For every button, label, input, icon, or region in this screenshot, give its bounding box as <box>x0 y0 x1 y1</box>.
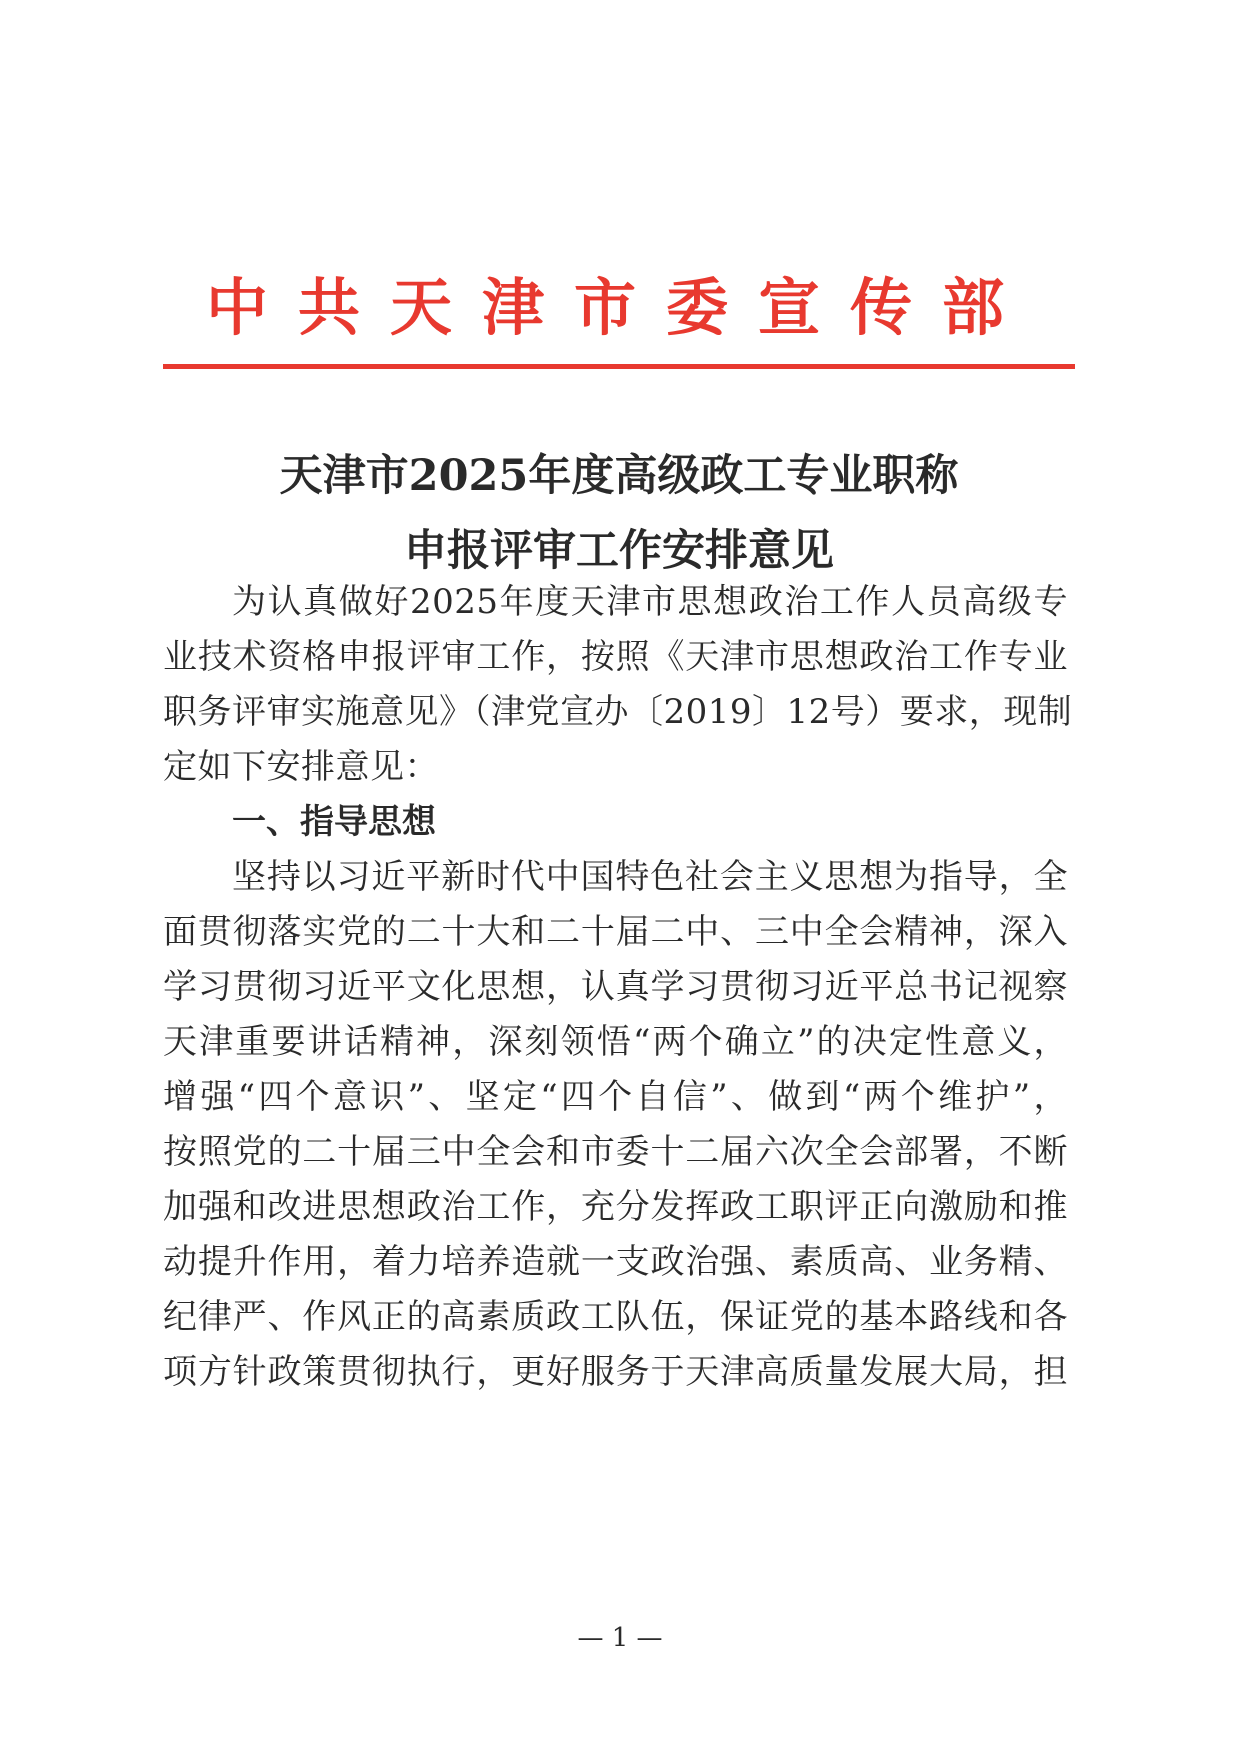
body-line: 项方针政策贯彻执行，更好服务于天津高质量发展大局，担 <box>163 1352 1068 1392</box>
body-line: 按照党的二十届三中全会和市委十二届六次全会部署，不断 <box>163 1132 1068 1172</box>
document-title-line-2: 申报评审工作安排意见 <box>404 526 834 576</box>
body-line: 学习贯彻习近平文化思想，认真学习贯彻习近平总书记视察 <box>163 967 1068 1007</box>
issuing-organization-heading: 中共天津市委宣传部 <box>205 271 1034 344</box>
intro-line: 职务评审实施意见》（津党宣办〔2019〕12号）要求，现制 <box>163 692 1073 732</box>
body-line: 坚持以习近平新时代中国特色社会主义思想为指导，全 <box>232 857 1068 897</box>
intro-line: 为认真做好2025年度天津市思想政治工作人员高级专 <box>232 582 1068 622</box>
page-number: — 1 — <box>577 1623 663 1653</box>
body-line: 纪律严、作风正的高素质政工队伍，保证党的基本路线和各 <box>163 1297 1068 1337</box>
body-line: 加强和改进思想政治工作，充分发挥政工职评正向激励和推 <box>163 1187 1068 1227</box>
red-header-rule <box>163 364 1075 369</box>
intro-line: 定如下安排意见： <box>163 747 439 787</box>
document-title-line-1: 天津市2025年度高级政工专业职称 <box>279 451 959 501</box>
section-heading: 一、指导思想 <box>232 802 436 842</box>
intro-line: 业技术资格申报评审工作，按照《天津市思想政治工作专业 <box>163 637 1068 677</box>
body-line: 增强“四个意识”、坚定“四个自信”、做到“两个维护”， <box>163 1077 1068 1117</box>
body-line: 动提升作用，着力培养造就一支政治强、素质高、业务精、 <box>163 1242 1068 1282</box>
body-line: 面贯彻落实党的二十大和二十届二中、三中全会精神，深入 <box>163 912 1068 952</box>
body-line: 天津重要讲话精神，深刻领悟“两个确立”的决定性意义， <box>163 1022 1068 1062</box>
